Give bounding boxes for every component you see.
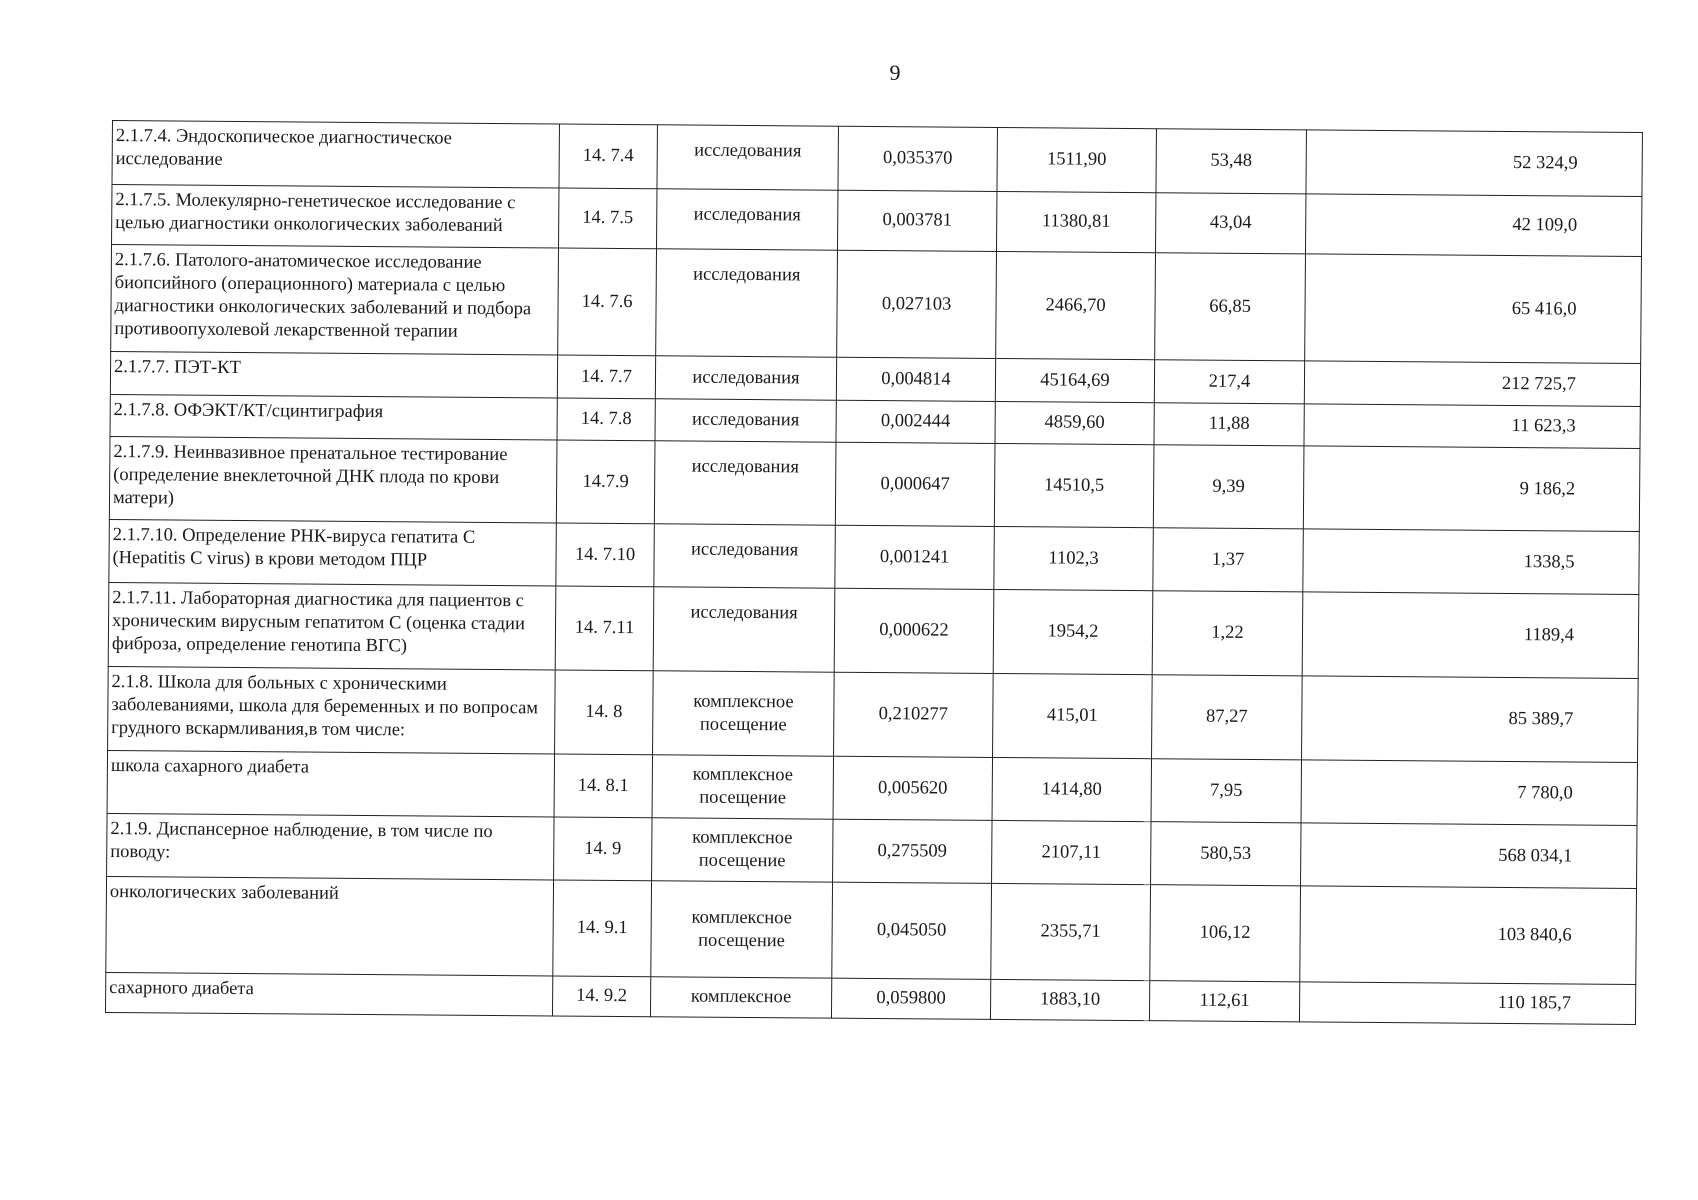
data-table <box>105 120 1643 1025</box>
row-cost: 14510,5 <box>994 443 1154 527</box>
row-name: 2.1.7.8. ОФЭКТ/КТ/сцинтиграфия <box>110 394 557 440</box>
row-total: 42 109,0 <box>1305 194 1641 257</box>
row-code: 14. 7.5 <box>559 188 657 249</box>
row-code: 14.7.9 <box>556 440 655 524</box>
row-code: 14. 8 <box>555 670 654 755</box>
data-table-wrapper <box>105 120 1642 1025</box>
row-total: 568 034,1 <box>1301 823 1637 889</box>
row-total: 110 185,7 <box>1299 982 1635 1025</box>
row-code: 14. 9.2 <box>552 976 650 1017</box>
row-norm: 0,002444 <box>836 400 995 443</box>
row-total: 103 840,6 <box>1300 886 1637 985</box>
row-code: 14. 7.11 <box>555 586 654 671</box>
row-name: 2.1.7.6. Патолого-анатомическое исследование биопсийного (операционного) материала с целью диагностики онкологических заболеваний и подбора противоопухолевой лекарственной терапии <box>111 245 559 356</box>
row-cost: 1414,80 <box>992 757 1151 821</box>
row-unit: комплексное посещение <box>653 671 835 756</box>
row-cost: 415,01 <box>993 673 1153 758</box>
row-name: онкологических заболеваний <box>106 876 554 976</box>
row-per-capita: 87,27 <box>1152 675 1303 760</box>
row-code: 14. 9.1 <box>553 880 652 977</box>
row-total: 52 324,9 <box>1306 130 1642 197</box>
row-code: 14. 7.6 <box>558 248 657 356</box>
row-norm: 0,045050 <box>832 882 992 979</box>
row-name: 2.1.7.11. Лабораторная диагностика для пациентов с хроническим вирусным гепатитом С (оценка стадии фиброза, определение генотипа ВГС) <box>108 582 556 670</box>
row-name: 2.1.7.10. Определение РНК-вируса гепатита С (Hepatitis C virus) в крови методом ПЦР <box>109 519 556 586</box>
row-norm: 0,003781 <box>837 190 996 251</box>
row-norm: 0,059800 <box>831 978 990 1019</box>
row-name: 2.1.9. Диспансерное наблюдение, в том числе по поводу: <box>107 813 554 880</box>
row-code: 14. 7.8 <box>557 398 655 441</box>
row-name: 2.1.7.9. Неинвазивное пренатальное тестирование (определение внеклеточной ДНК плода по крови матери) <box>109 436 557 523</box>
row-norm: 0,004814 <box>836 357 995 401</box>
row-name: 2.1.7.7. ПЭТ-КТ <box>110 351 557 398</box>
row-total: 7 780,0 <box>1301 760 1637 826</box>
row-norm: 0,000622 <box>834 588 994 673</box>
row-code: 14. 9 <box>554 817 652 881</box>
row-per-capita: 1,22 <box>1152 591 1303 676</box>
row-per-capita: 43,04 <box>1155 193 1305 254</box>
row-per-capita: 217,4 <box>1154 360 1304 404</box>
row-per-capita: 580,53 <box>1151 822 1301 886</box>
row-unit: комплексное посещение <box>651 881 833 978</box>
row-per-capita: 66,85 <box>1155 253 1306 361</box>
row-cost: 1511,90 <box>997 127 1156 192</box>
table-row <box>108 666 1639 762</box>
row-cost: 2466,70 <box>996 251 1156 359</box>
row-norm: 0,027103 <box>837 250 997 358</box>
row-cost: 2355,71 <box>991 883 1151 980</box>
table-row <box>107 750 1637 825</box>
row-name: 2.1.7.4. Эндоскопическое диагностическое исследование <box>112 121 559 189</box>
page-number: 9 <box>889 60 901 85</box>
row-norm: 0,210277 <box>834 672 994 757</box>
row-total: 1189,4 <box>1302 592 1639 679</box>
row-cost: 2107,11 <box>992 820 1151 884</box>
row-unit: исследования <box>654 441 836 525</box>
row-norm: 0,000647 <box>835 442 995 526</box>
row-unit: исследования <box>657 189 838 250</box>
row-cost: 1102,3 <box>994 526 1153 590</box>
row-name: школа сахарного диабета <box>107 750 554 817</box>
row-cost: 1883,10 <box>990 979 1149 1020</box>
row-unit: комплексное <box>650 977 831 1018</box>
table-row <box>107 813 1637 888</box>
row-cost: 45164,69 <box>995 358 1154 402</box>
row-name: 2.1.7.5. Молекулярно-генетическое исследование с целью диагностики онкологических заболеваний <box>112 185 559 249</box>
row-total: 11 623,3 <box>1304 404 1640 449</box>
row-code: 14. 7.7 <box>557 355 655 399</box>
row-cost: 11380,81 <box>996 191 1155 252</box>
row-per-capita: 106,12 <box>1150 885 1301 982</box>
row-norm: 0,001241 <box>835 525 994 589</box>
row-total: 212 725,7 <box>1304 361 1640 407</box>
table-row <box>109 436 1640 531</box>
row-per-capita: 9,39 <box>1153 445 1304 529</box>
row-total: 85 389,7 <box>1302 676 1639 763</box>
row-unit: исследования <box>655 356 836 400</box>
row-cost: 1954,2 <box>993 589 1153 674</box>
table-row <box>109 519 1639 594</box>
row-total: 1338,5 <box>1303 529 1639 595</box>
row-name: 2.1.8. Школа для больных с хроническими заболеваниями, школа для беременных и по вопросам грудного вскармливания,в том числе: <box>108 666 556 754</box>
row-unit: комплексное посещение <box>652 818 833 882</box>
row-code: 14. 7.4 <box>559 124 657 189</box>
row-norm: 0,275509 <box>833 819 992 883</box>
row-norm: 0,035370 <box>838 126 997 191</box>
row-code: 14. 8.1 <box>554 754 652 818</box>
row-unit: исследования <box>654 524 835 588</box>
row-per-capita: 11,88 <box>1154 403 1304 446</box>
row-name: сахарного диабета <box>105 972 552 1016</box>
row-norm: 0,005620 <box>833 756 992 820</box>
table-row <box>111 245 1642 364</box>
row-per-capita: 53,48 <box>1156 129 1306 194</box>
row-unit: исследования <box>653 587 835 672</box>
row-cost: 4859,60 <box>995 401 1154 444</box>
row-unit: исследования <box>657 125 838 190</box>
row-code: 14. 7.10 <box>556 523 654 587</box>
row-total: 9 186,2 <box>1303 446 1640 532</box>
table-row <box>106 876 1637 984</box>
row-per-capita: 1,37 <box>1153 528 1303 592</box>
row-unit: исследования <box>655 399 836 442</box>
table-row <box>112 121 1642 197</box>
row-total: 65 416,0 <box>1305 254 1642 364</box>
row-unit: комплексное посещение <box>652 755 833 819</box>
row-unit: исследования <box>656 249 838 357</box>
row-per-capita: 7,95 <box>1151 759 1301 823</box>
table-row <box>108 582 1639 678</box>
row-per-capita: 112,61 <box>1149 981 1299 1022</box>
